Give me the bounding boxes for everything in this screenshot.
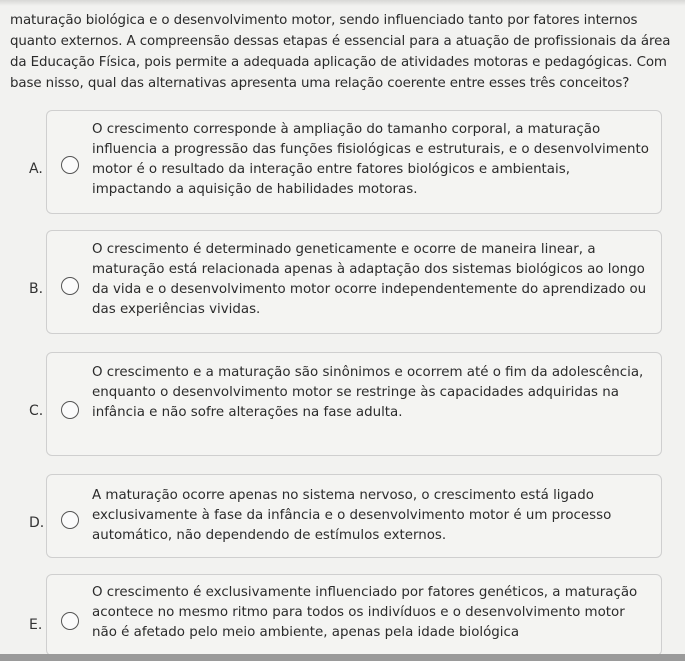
option-e[interactable] (29, 574, 662, 656)
bottom-edge (0, 654, 685, 661)
option-text: O crescimento é determinado geneticamente e ocorre de maneira linear, a maturação está relacionada apenas à adaptação dos sistemas biológicos ao longo da vida e o desenvolvimento motor ocorre independentemente do aprendizado ou das experiências vividas. (92, 242, 647, 317)
option-text: O crescimento corresponde à ampliação do tamanho corporal, a maturação influencia a progressão das funções fisiológicas e estruturais, e o desenvolvimento motor é o resultado da interação entre fatores biológicos e ambientais, impactando a aquisição de habilidades motoras. (92, 122, 649, 197)
radio-button[interactable] (61, 612, 79, 630)
option-letter: A. (29, 161, 43, 177)
option-letter: E. (29, 617, 43, 633)
option-d[interactable] (29, 474, 662, 558)
radio-button[interactable] (61, 401, 79, 419)
radio-button[interactable] (61, 156, 79, 174)
option-letter: D. (29, 515, 45, 531)
option-text: O crescimento e a maturação são sinônimos e ocorrem até o fim da adolescência, enquanto o desenvolvimento motor se restringe às capacidades adquiridas na infância e não sofre alterações na fase adulta. (92, 365, 644, 420)
question-text: maturação biológica e o desenvolvimento motor, sendo influenciado tanto por fatores internos quanto externos. A compreensão dessas etapas é essencial para a atuação de profissionais da área da Educação Física, pois permite a adequada aplicação de atividades motoras e pedagógicas. Com base nisso, qual das alternativas apresenta uma relação coerente entre esses três conceitos? (10, 13, 671, 91)
top-edge-shadow (0, 0, 685, 6)
option-a[interactable] (29, 110, 662, 214)
option-c[interactable] (29, 352, 662, 456)
radio-button[interactable] (61, 511, 79, 529)
option-letter: C. (29, 403, 44, 419)
option-b[interactable] (29, 230, 662, 334)
radio-button[interactable] (61, 277, 79, 295)
option-text: O crescimento é exclusivamente influenciado por fatores genéticos, a maturação acontece no mesmo ritmo para todos os indivíduos e o desenvolvimento motor não é afetado pelo meio ambiente, apenas pela idade biológica (92, 585, 638, 640)
option-letter: B. (29, 281, 44, 297)
option-text: A maturação ocorre apenas no sistema nervoso, o crescimento está ligado exclusivamente à fase da infância e o desenvolvimento motor é um processo automático, não dependendo de estímulos externos. (92, 488, 612, 543)
